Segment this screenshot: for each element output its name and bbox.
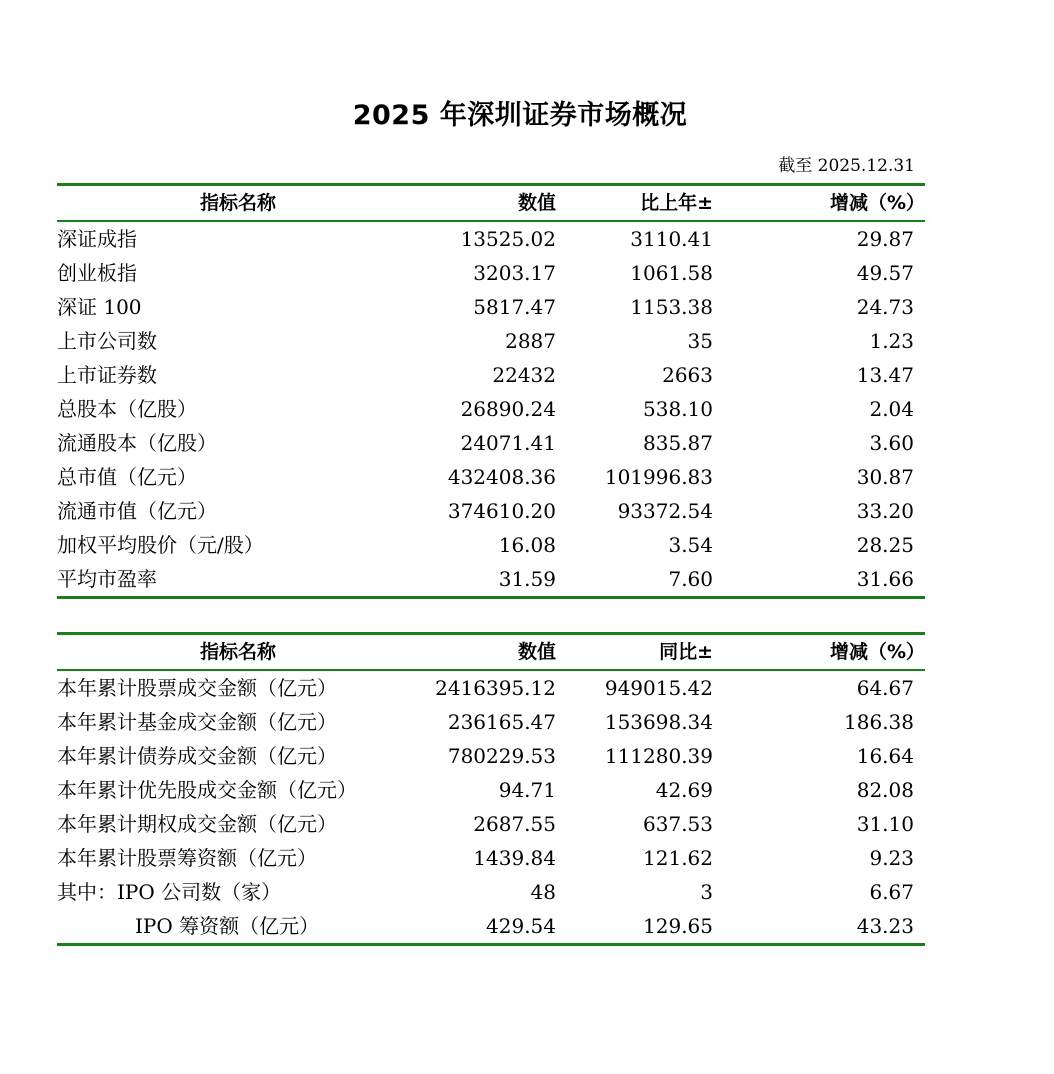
indicator-change: 35 bbox=[687, 329, 713, 353]
header-change: 同比± bbox=[659, 641, 713, 663]
indicator-change-pct: 6.67 bbox=[869, 880, 914, 904]
indicator-name: 流通股本（亿股） bbox=[57, 431, 217, 455]
indicator-change-pct: 82.08 bbox=[856, 778, 914, 802]
table-row bbox=[57, 494, 925, 528]
indicator-change-pct: 33.20 bbox=[856, 499, 914, 523]
indicator-change: 3110.41 bbox=[630, 227, 713, 251]
indicator-name: 本年累计股票成交金额（亿元） bbox=[57, 676, 337, 700]
indicator-value: 48 bbox=[530, 880, 556, 904]
indicator-change: 1153.38 bbox=[630, 295, 713, 319]
indicator-change-pct: 3.60 bbox=[869, 431, 914, 455]
table-header-row bbox=[57, 185, 925, 222]
indicator-name: 本年累计债券成交金额（亿元） bbox=[57, 744, 337, 768]
indicator-value: 3203.17 bbox=[473, 261, 556, 285]
table-row bbox=[57, 460, 925, 494]
indicator-change-pct: 31.66 bbox=[856, 567, 914, 591]
indicator-name: 其中：IPO 公司数（家） bbox=[57, 880, 282, 904]
indicator-name: 总股本（亿股） bbox=[57, 397, 197, 421]
indicator-change: 111280.39 bbox=[604, 744, 713, 768]
indicator-change: 637.53 bbox=[643, 812, 713, 836]
indicator-value: 24071.41 bbox=[460, 431, 556, 455]
indicator-change: 538.10 bbox=[643, 397, 713, 421]
table-row bbox=[57, 221, 925, 256]
indicator-value: 31.59 bbox=[498, 567, 556, 591]
indicator-change: 835.87 bbox=[643, 431, 713, 455]
indicator-change: 153698.34 bbox=[604, 710, 713, 734]
table-row bbox=[57, 290, 925, 324]
indicator-value: 26890.24 bbox=[460, 397, 556, 421]
header-indicator-name: 指标名称 bbox=[199, 641, 276, 663]
header-indicator-name: 指标名称 bbox=[199, 192, 276, 214]
indicator-name: 流通市值（亿元） bbox=[57, 499, 217, 523]
table-row bbox=[57, 841, 925, 875]
indicator-value: 94.71 bbox=[498, 778, 556, 802]
indicator-value: 236165.47 bbox=[447, 710, 556, 734]
indicator-name: 上市证券数 bbox=[57, 363, 157, 387]
trading-financing-table bbox=[57, 632, 925, 946]
indicator-change: 129.65 bbox=[643, 914, 713, 938]
indicator-value: 780229.53 bbox=[447, 744, 556, 768]
indicator-change: 42.69 bbox=[655, 778, 713, 802]
indicator-value: 1439.84 bbox=[473, 846, 556, 870]
indicator-change-pct: 1.23 bbox=[869, 329, 914, 353]
indicator-name: 本年累计股票筹资额（亿元） bbox=[57, 846, 317, 870]
indicator-change: 949015.42 bbox=[604, 676, 713, 700]
indicator-change-pct: 43.23 bbox=[856, 914, 914, 938]
indicator-change-pct: 28.25 bbox=[856, 533, 914, 557]
indicator-change-pct: 186.38 bbox=[844, 710, 914, 734]
indicator-name: 本年累计期权成交金额（亿元） bbox=[57, 812, 337, 836]
indicator-value: 13525.02 bbox=[460, 227, 556, 251]
indicator-change: 121.62 bbox=[643, 846, 713, 870]
indicator-value: 16.08 bbox=[498, 533, 556, 557]
table-row bbox=[57, 705, 925, 739]
indicator-name: 平均市盈率 bbox=[57, 567, 157, 591]
indicator-name: 深证成指 bbox=[57, 227, 137, 251]
market-overview-table bbox=[57, 183, 925, 599]
table-row bbox=[57, 392, 925, 426]
indicator-change-pct: 49.57 bbox=[856, 261, 914, 285]
indicator-change: 2663 bbox=[662, 363, 713, 387]
table-row bbox=[57, 528, 925, 562]
indicator-name: 加权平均股价（元/股） bbox=[57, 533, 264, 557]
indicator-value: 2887 bbox=[505, 329, 556, 353]
header-value: 数值 bbox=[517, 192, 556, 214]
indicator-name: 上市公司数 bbox=[57, 329, 157, 353]
page-title: 2025 年深圳证券市场概况 bbox=[352, 100, 688, 131]
indicator-change-pct: 13.47 bbox=[856, 363, 914, 387]
indicator-name: 深证 100 bbox=[57, 295, 142, 319]
header-change: 比上年± bbox=[640, 192, 713, 214]
table-header-row bbox=[57, 634, 925, 671]
indicator-change-pct: 16.64 bbox=[856, 744, 914, 768]
indicator-value: 22432 bbox=[492, 363, 556, 387]
indicator-value: 2687.55 bbox=[473, 812, 556, 836]
indicator-change-pct: 31.10 bbox=[856, 812, 914, 836]
table-row bbox=[57, 562, 925, 598]
table-row bbox=[57, 324, 925, 358]
indicator-value: 432408.36 bbox=[447, 465, 556, 489]
indicator-change: 93372.54 bbox=[617, 499, 713, 523]
indicator-change-pct: 2.04 bbox=[869, 397, 914, 421]
indicator-change-pct: 9.23 bbox=[869, 846, 914, 870]
header-value: 数值 bbox=[517, 641, 556, 663]
indicator-change-pct: 29.87 bbox=[856, 227, 914, 251]
header-change-pct: 增减（%） bbox=[829, 641, 925, 663]
header-change-pct: 增减（%） bbox=[829, 192, 925, 214]
table-row bbox=[57, 807, 925, 841]
table-row bbox=[57, 358, 925, 392]
table-row bbox=[57, 426, 925, 460]
indicator-value: 2416395.12 bbox=[435, 676, 556, 700]
indicator-change: 7.60 bbox=[668, 567, 713, 591]
table-row bbox=[57, 739, 925, 773]
indicator-name: 总市值（亿元） bbox=[57, 465, 197, 489]
indicator-name: 本年累计基金成交金额（亿元） bbox=[57, 710, 337, 734]
indicator-change: 3 bbox=[700, 880, 713, 904]
indicator-name: 本年累计优先股成交金额（亿元） bbox=[57, 778, 357, 802]
table-row bbox=[57, 875, 925, 909]
indicator-change-pct: 24.73 bbox=[856, 295, 914, 319]
indicator-value: 429.54 bbox=[486, 914, 556, 938]
indicator-change: 1061.58 bbox=[630, 261, 713, 285]
indicator-value: 5817.47 bbox=[473, 295, 556, 319]
table-row bbox=[57, 909, 925, 945]
as-of-date: 截至 2025.12.31 bbox=[778, 156, 915, 176]
indicator-name: 创业板指 bbox=[57, 261, 137, 285]
table-row bbox=[57, 256, 925, 290]
indicator-change-pct: 64.67 bbox=[856, 676, 914, 700]
indicator-change: 101996.83 bbox=[604, 465, 713, 489]
indicator-value: 374610.20 bbox=[447, 499, 556, 523]
indicator-name: IPO 筹资额（亿元） bbox=[135, 914, 320, 938]
indicator-change-pct: 30.87 bbox=[856, 465, 914, 489]
table-row bbox=[57, 773, 925, 807]
table-row bbox=[57, 670, 925, 705]
indicator-change: 3.54 bbox=[668, 533, 713, 557]
